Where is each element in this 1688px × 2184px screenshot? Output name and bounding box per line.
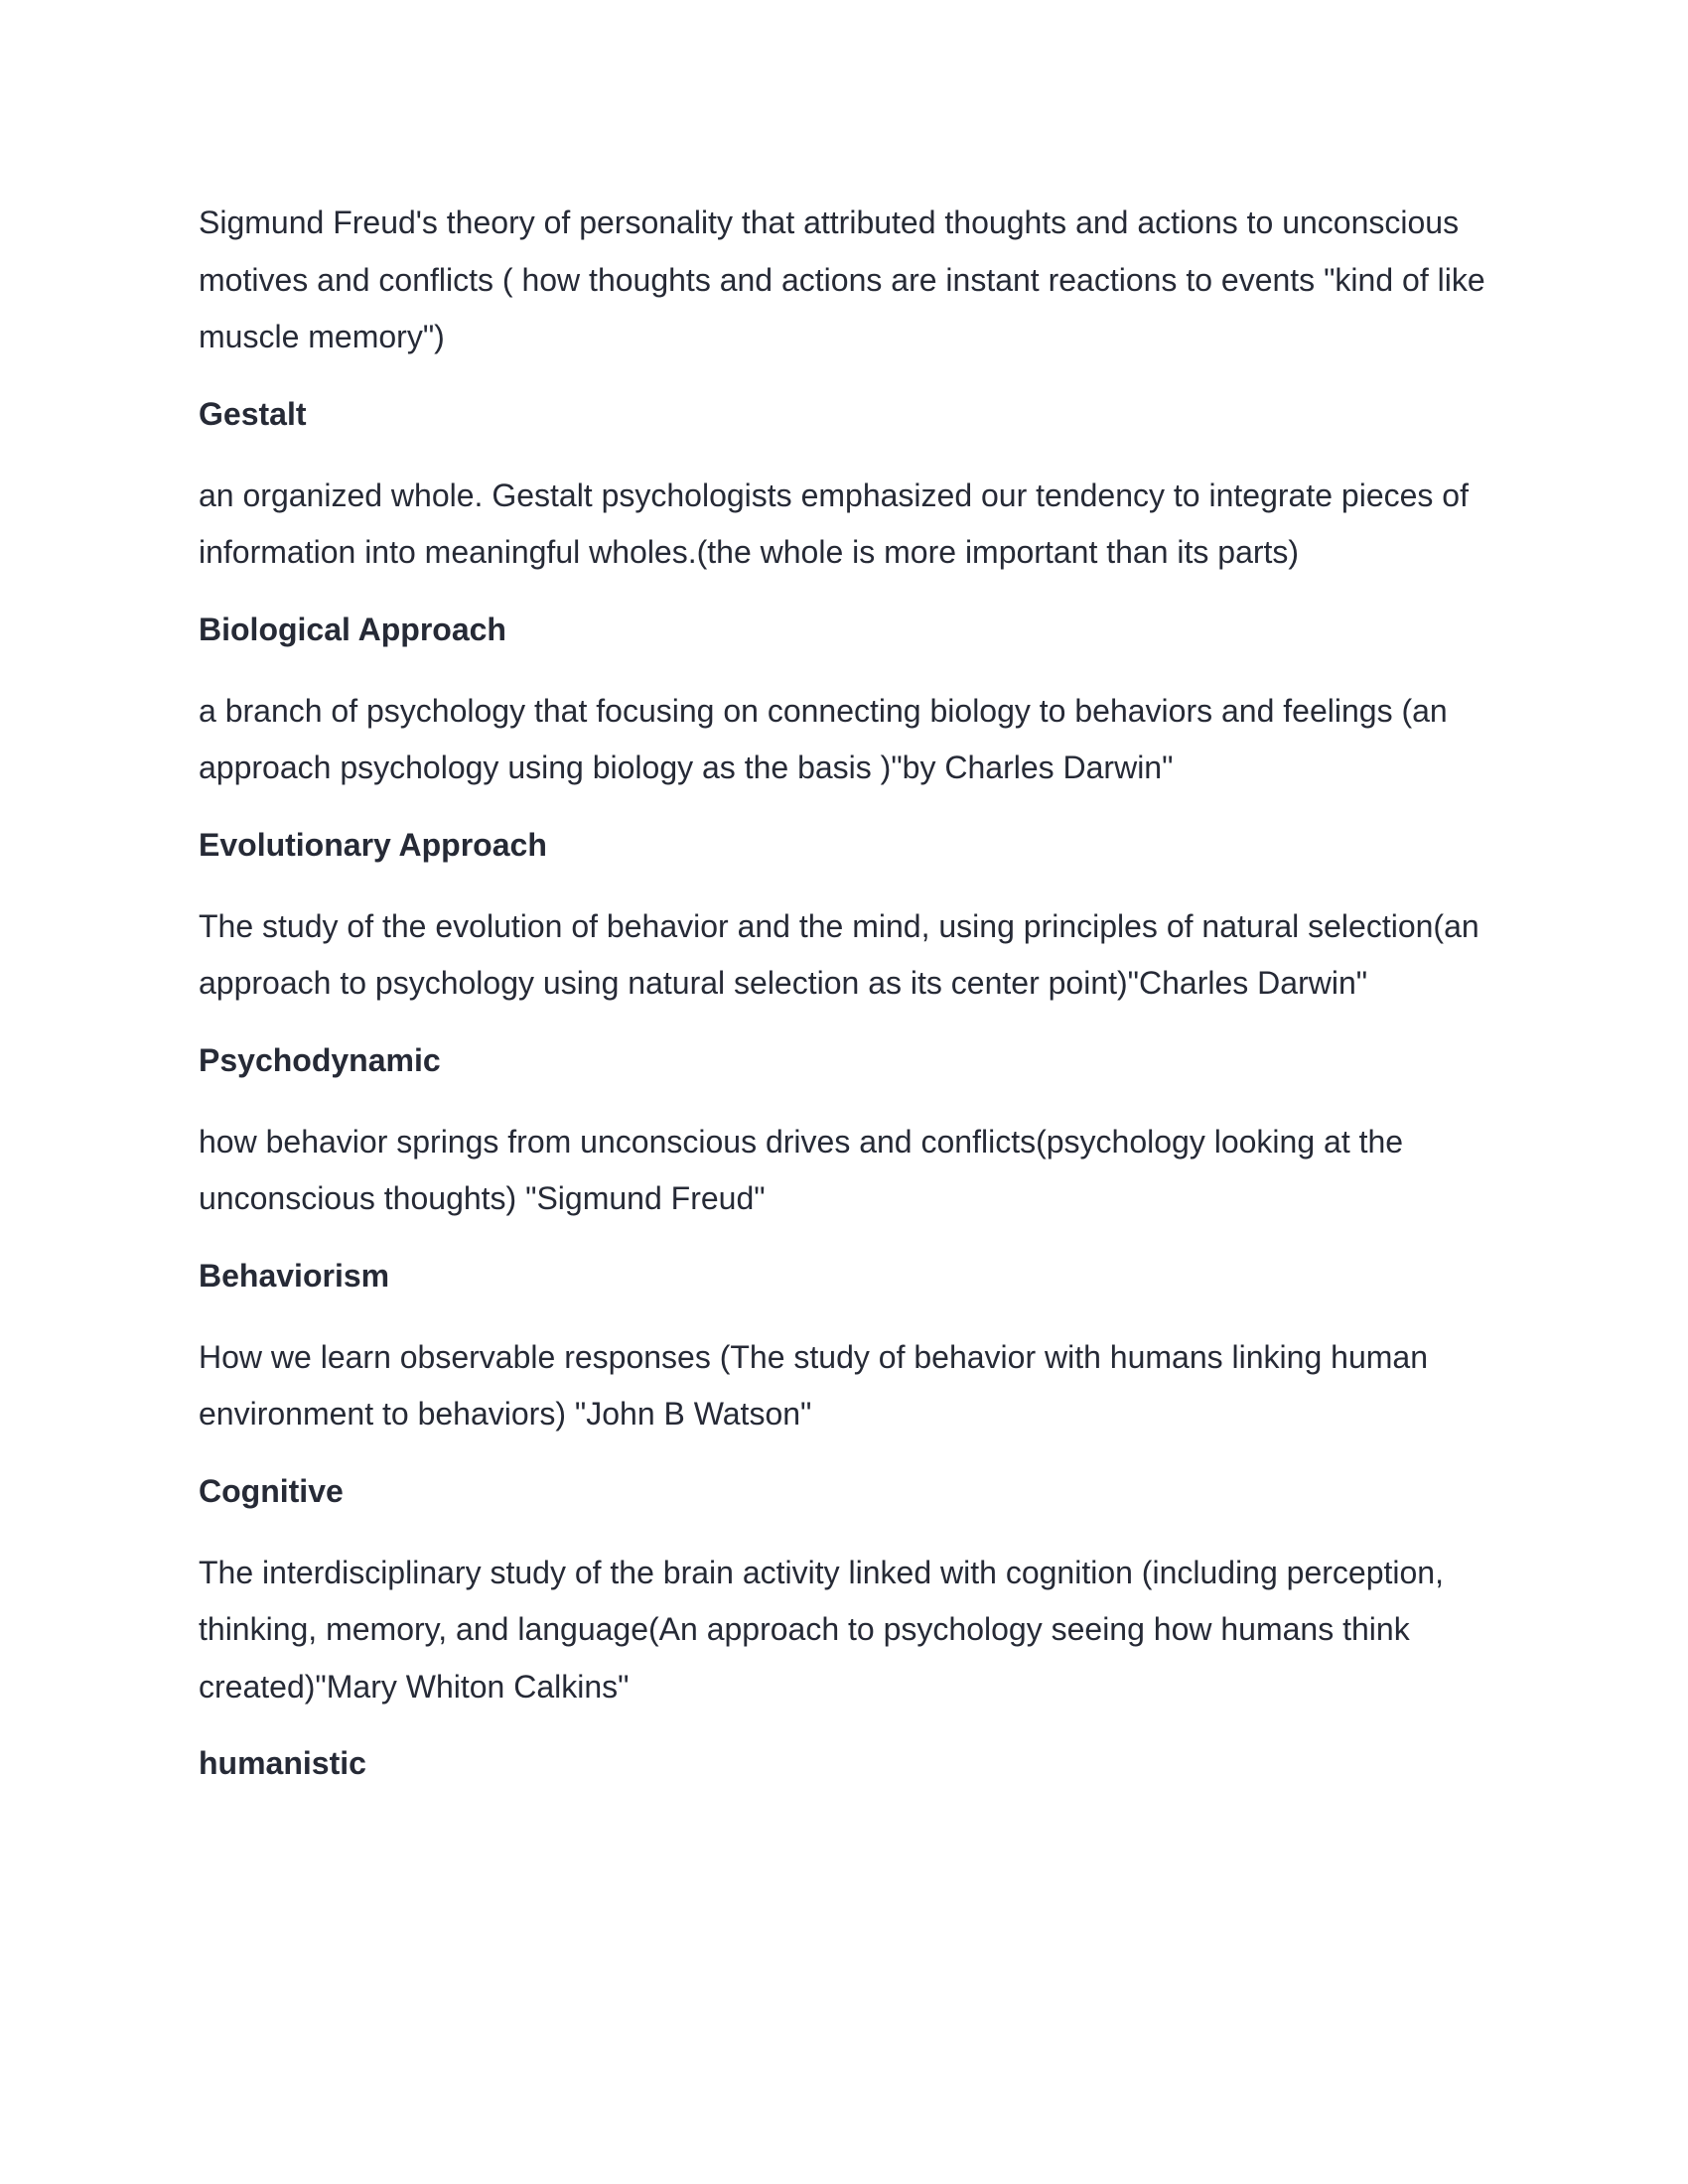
term-humanistic: humanistic — [199, 1745, 366, 1781]
term-cognitive: Cognitive — [199, 1472, 344, 1509]
definition-gestalt: an organized whole. Gestalt psychologists emphasized our tendency to integrate pieces of information into meaningful wholes.(the whole is more important than its parts) — [199, 477, 1469, 570]
term-evolutionary-approach: Evolutionary Approach — [199, 826, 547, 863]
definition-cognitive: The interdisciplinary study of the brain activity linked with cognition (including perception, thinking, memory, and language(An approach to psychology seeing how humans think created)"Mary Whiton Calkins" — [199, 1554, 1444, 1705]
definition-biological-approach: a branch of psychology that focusing on connecting biology to behaviors and feelings (an approach psychology using biology as the basis )"by Charles Darwin" — [199, 692, 1448, 785]
term-psychodynamic: Psychodynamic — [199, 1041, 441, 1078]
intro-definition: Sigmund Freud's theory of personality that attributed thoughts and actions to unconscious motives and conflicts ( how thoughts and actions are instant reactions to events "kind of like muscle memory") — [199, 205, 1485, 354]
term-gestalt: Gestalt — [199, 395, 307, 432]
term-behaviorism: Behaviorism — [199, 1257, 390, 1294]
term-biological-approach: Biological Approach — [199, 611, 506, 647]
definition-psychodynamic: how behavior springs from unconscious drives and conflicts(psychology looking at the unconscious thoughts) "Sigmund Freud" — [199, 1123, 1404, 1216]
definition-evolutionary-approach: The study of the evolution of behavior and the mind, using principles of natural selection(an approach to psychology using natural selection as its center point)"Charles Darwin" — [199, 907, 1479, 1001]
document-page — [199, 195, 1509, 1817]
definition-behaviorism: How we learn observable responses (The study of behavior with humans linking human environment to behaviors) "John B Watson" — [199, 1338, 1428, 1432]
